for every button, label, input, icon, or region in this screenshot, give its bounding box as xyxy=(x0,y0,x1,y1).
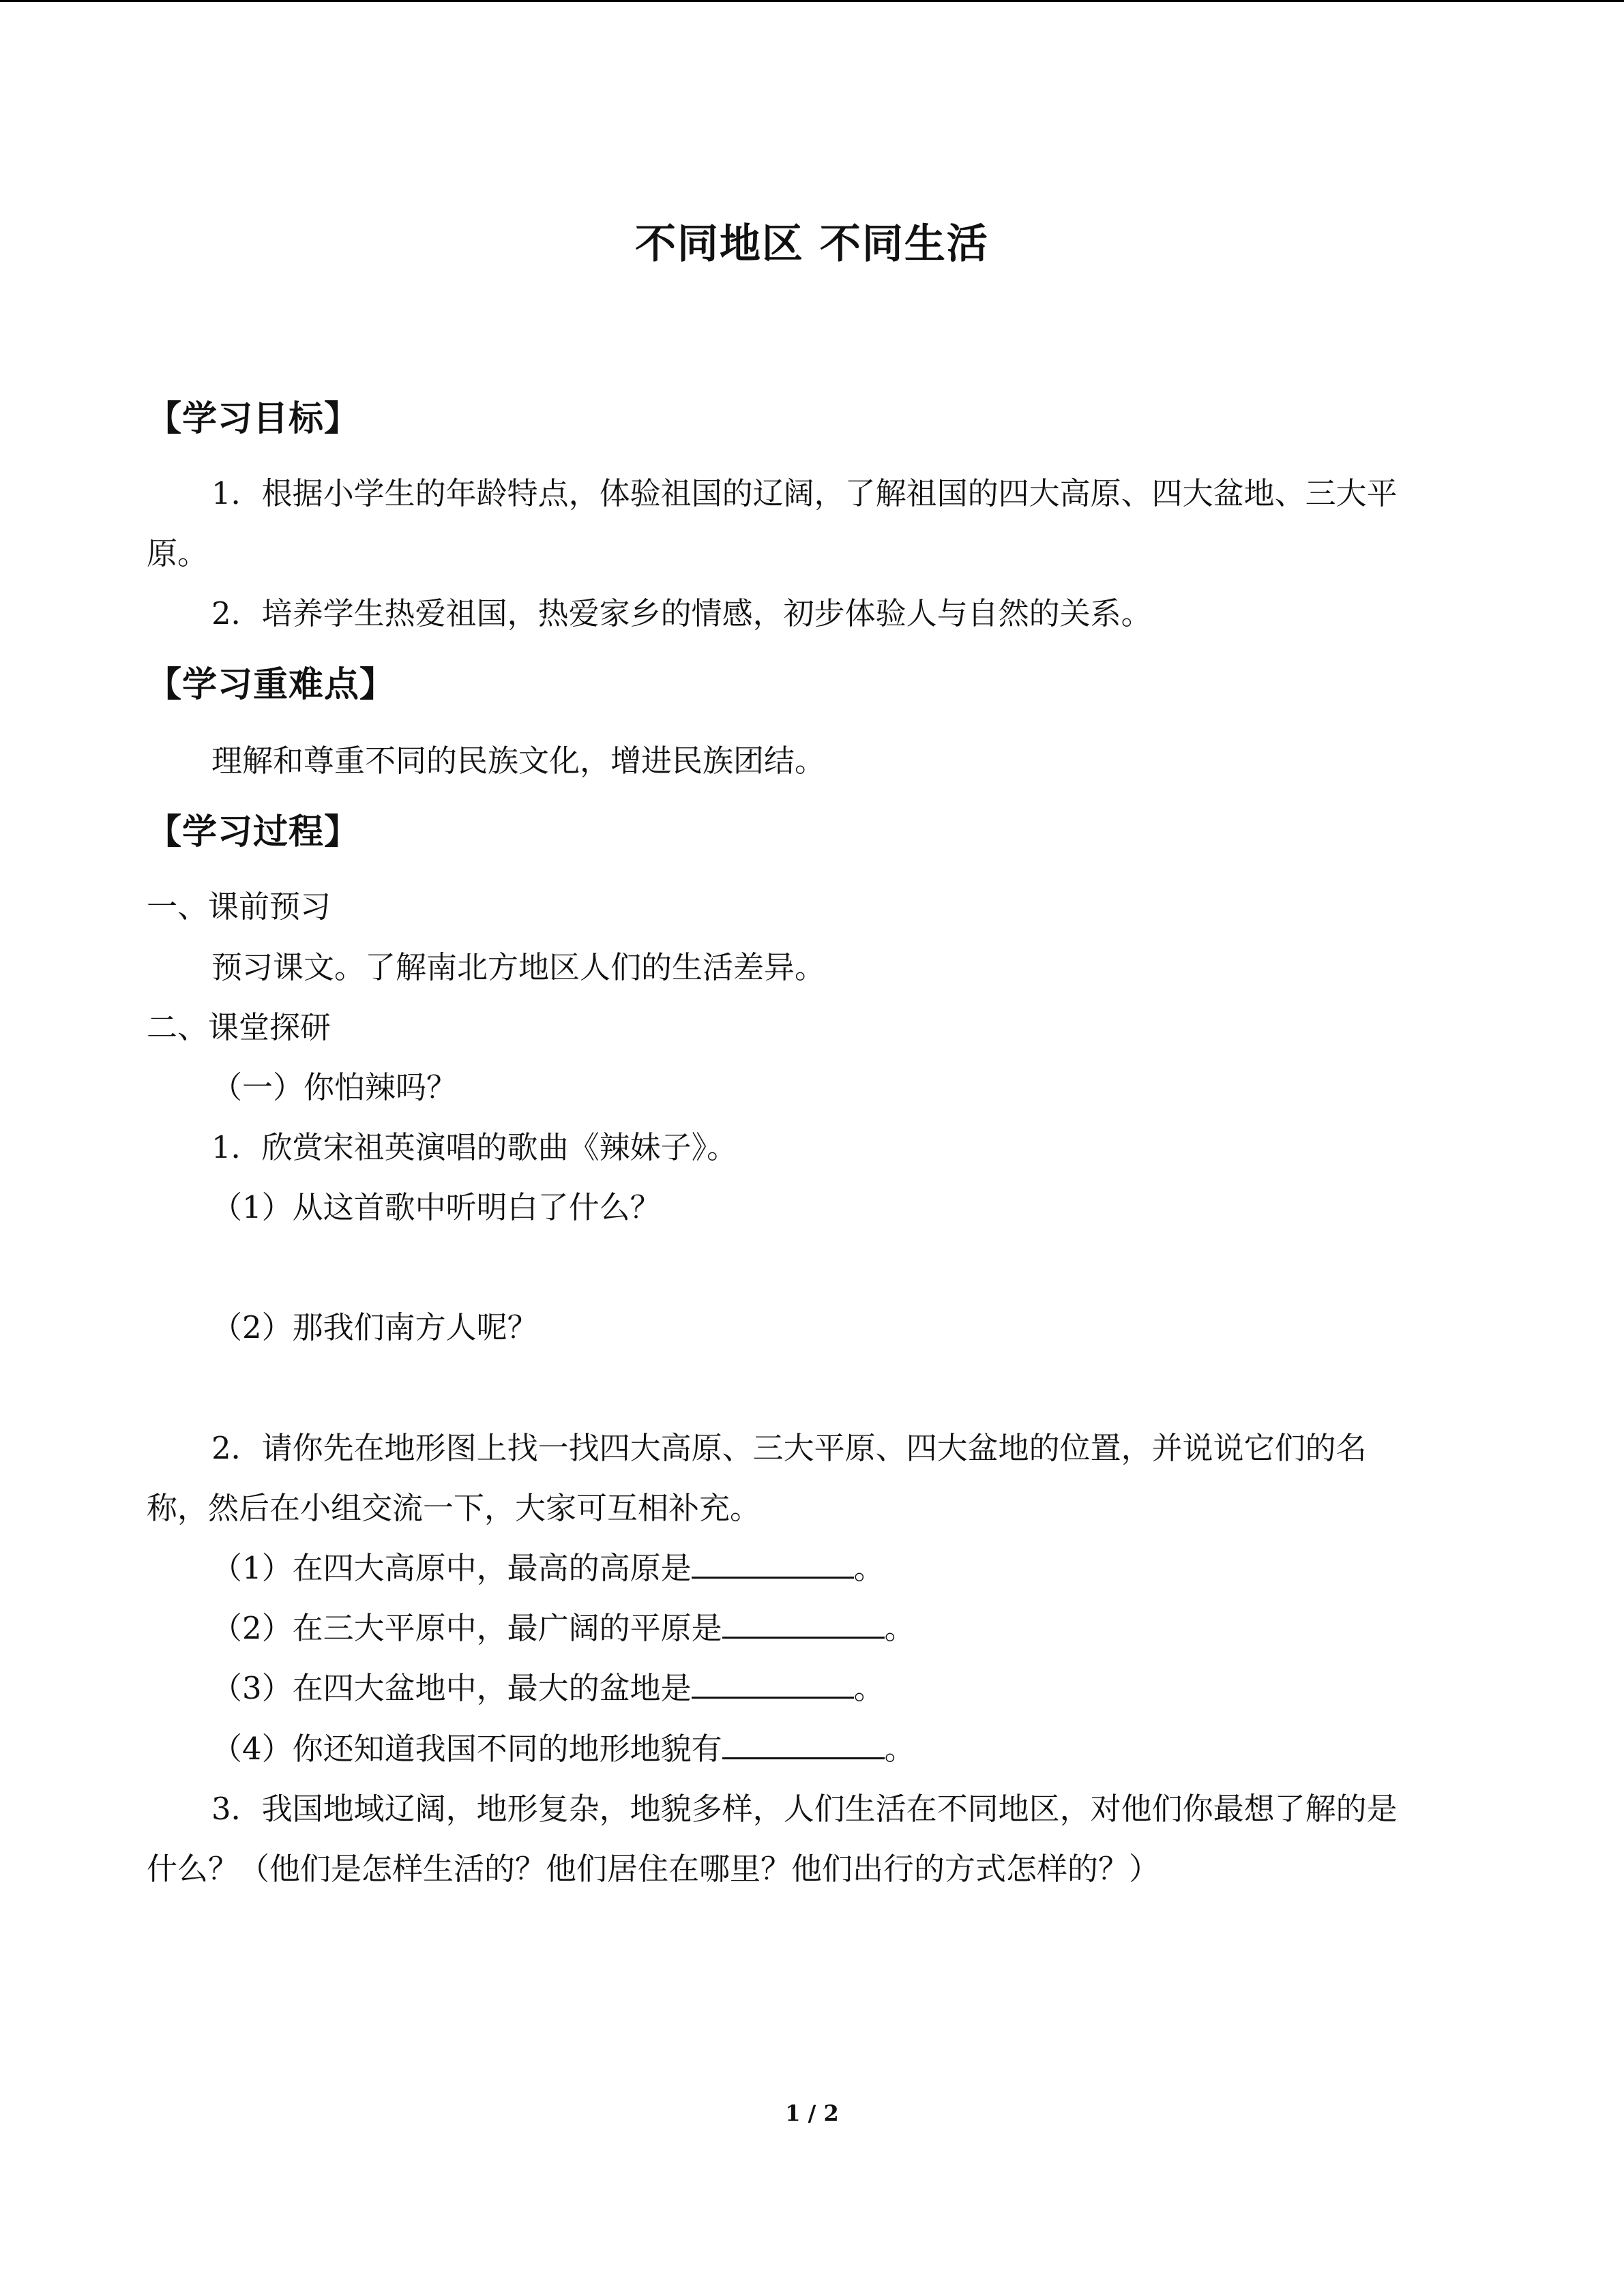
answer-blank-2b[interactable] xyxy=(722,1609,885,1639)
document-title: 不同地区 不同生活 xyxy=(635,220,989,268)
subsection-1-title: （一）你怕辣吗？ xyxy=(211,1069,458,1105)
period: 。 xyxy=(884,1731,915,1767)
question-2-a xyxy=(211,1538,885,1598)
section-1-title: 一、课前预习 xyxy=(147,889,331,925)
question-1-b: （2）那我们南方人呢？ xyxy=(211,1309,538,1345)
answer-blank-2d[interactable] xyxy=(722,1730,885,1759)
question-3-line-1: 3．我国地域辽阔，地形复杂，地貌多样，人们生活在不同地区，对他们你最想了解的是 xyxy=(211,1791,1398,1827)
question-2-c-text: （3）在四大盆地中，最大的盆地是 xyxy=(211,1670,692,1706)
period: 。 xyxy=(853,1550,885,1586)
key-points-heading: 【学习重难点】 xyxy=(147,665,396,705)
question-2-a-text: （1）在四大高原中，最高的高原是 xyxy=(211,1550,692,1586)
period: 。 xyxy=(853,1670,885,1706)
question-2-line-2: 称，然后在小组交流一下，大家可互相补充。 xyxy=(147,1490,761,1526)
page-number: 1 / 2 xyxy=(785,2100,839,2126)
question-2-c xyxy=(211,1658,885,1718)
process-heading: 【学习过程】 xyxy=(147,812,360,852)
objective-1-line-1: 1．根据小学生的年龄特点，体验祖国的辽阔，了解祖国的四大高原、四大盆地、三大平 xyxy=(211,475,1398,511)
objective-1-line-2: 原。 xyxy=(147,535,209,571)
question-2-d xyxy=(211,1719,915,1779)
question-2-b xyxy=(211,1598,915,1658)
question-1-a: （1）从这首歌中听明白了什么？ xyxy=(211,1189,661,1225)
period: 。 xyxy=(884,1610,915,1646)
question-3-line-2: 什么？（他们是怎样生活的？他们居住在哪里？他们出行的方式怎样的？） xyxy=(147,1851,1160,1887)
section-2-title: 二、课堂探研 xyxy=(147,1009,331,1045)
question-2-d-text: （4）你还知道我国不同的地形地貌有 xyxy=(211,1731,722,1767)
answer-blank-2a[interactable] xyxy=(692,1549,854,1579)
objectives-heading: 【学习目标】 xyxy=(147,399,360,439)
question-2-b-text: （2）在三大平原中，最广阔的平原是 xyxy=(211,1610,722,1646)
section-1-text: 预习课文。了解南北方地区人们的生活差异。 xyxy=(211,949,826,985)
objective-2: 2．培养学生热爱祖国，热爱家乡的情感，初步体验人与自然的关系。 xyxy=(211,595,1152,631)
question-2-line-1: 2．请你先在地形图上找一找四大高原、三大平原、四大盆地的位置，并说说它们的名 xyxy=(211,1430,1367,1466)
key-points-text: 理解和尊重不同的民族文化，增进民族团结。 xyxy=(211,743,826,779)
question-1: 1．欣赏宋祖英演唱的歌曲《辣妹子》。 xyxy=(211,1129,738,1165)
page-top-border xyxy=(0,0,1624,2)
answer-blank-2c[interactable] xyxy=(692,1669,854,1699)
